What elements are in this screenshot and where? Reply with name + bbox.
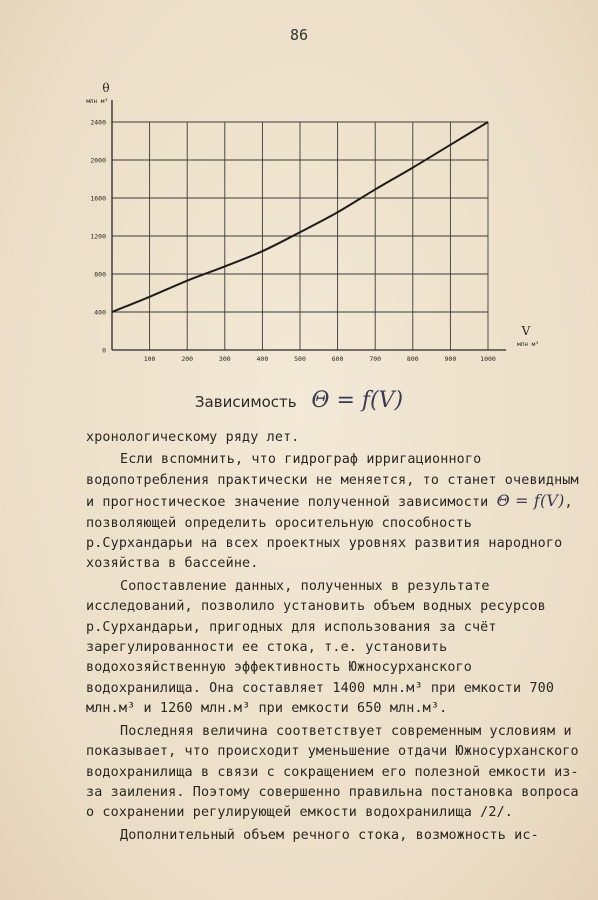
paragraph-2-head: Если вспомнить, что гидрограф ирригационного водопотребления практически не меняется, то станет очевидным и прогностическое значение полученной зависимости (86, 452, 579, 511)
chart-labels (86, 81, 539, 348)
x-tick-label: 1000 (480, 355, 496, 363)
caption-formula: Θ = f(V) (311, 388, 404, 413)
x-tick-label: 600 (331, 355, 344, 363)
paragraph-5: Дополнительный объем речного стока, возможность ис- (120, 827, 539, 843)
paragraph-4: Последняя величина соответствует современным условиям и показывает, что происходит уменьшение отдачи Южносурханского водохранилища в связи с сокращением его полезной емкости из-за заиления. Поэтому совершенно правильна постановка вопроса о сохранении регулирующей емкости водохранилища /2/. (86, 723, 579, 821)
x-tick-label: 900 (444, 355, 457, 363)
paragraph-2-formula: Θ = f(V) (496, 491, 565, 511)
x-tick-label: 500 (294, 355, 306, 363)
x-axis-symbol: V (521, 324, 531, 338)
y-axis-symbol: θ (102, 81, 110, 95)
paragraph-2 (86, 450, 584, 574)
y-tick-label: 1200 (90, 232, 106, 241)
chart (60, 80, 550, 380)
y-tick-label: 2000 (90, 156, 106, 165)
y-tick-label: 800 (94, 270, 106, 279)
y-tick-label: 0 (102, 346, 106, 355)
paragraph-3: Сопоставление данных, полученных в результате исследований, позволило установить объем водных ресурсов р.Сурхандарьи, пригодных для использования за счёт зарегулированности ее стока, т.е. установить водохозяйственную эффективность Южносурханского водохранилища. Она составляет 1400 млн.м³ при емкости 700 млн.м³ и 1260 млн.м³ при емкости 650 млн.м³. (86, 578, 555, 717)
chart-grid (112, 100, 506, 350)
caption-label: Зависимость (194, 393, 297, 411)
page-number: 86 (289, 26, 309, 44)
x-tick-label: 700 (369, 355, 382, 363)
x-tick-label: 300 (218, 355, 231, 363)
y-tick-label: 400 (94, 308, 106, 317)
paragraph-1: хронологическому ряду лет. (86, 430, 300, 445)
paragraph-2-tail: , позволяющей определить оросительную способность р.Сурхандарьи на всех проектных уровнях развития народного хозяйства в бассейне. (86, 495, 573, 572)
y-tick-label: 2400 (90, 118, 106, 127)
y-tick-label: 1600 (90, 194, 106, 203)
x-tick-label: 200 (181, 355, 194, 363)
figure-caption (0, 388, 598, 413)
x-tick-label: 800 (406, 355, 419, 363)
y-unit-label: млн м³ (86, 98, 108, 105)
x-tick-label: 100 (143, 355, 156, 363)
body-text (86, 428, 584, 848)
x-unit-label: млн м³ (517, 341, 539, 348)
x-tick-label: 400 (256, 355, 269, 363)
